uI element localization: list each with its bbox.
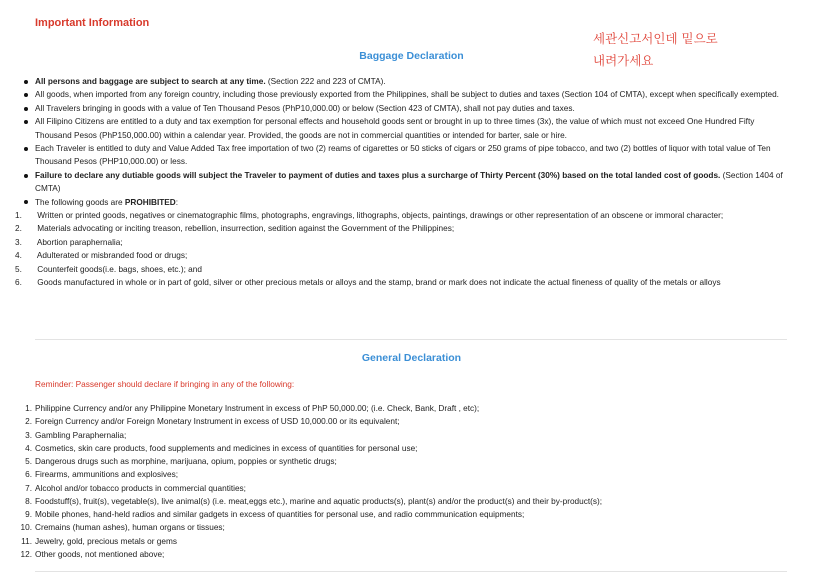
item-text: Gambling Paraphernalia; — [35, 430, 127, 440]
baggage-rule — [35, 75, 787, 88]
prohibited-item — [15, 249, 787, 262]
item-text: Firearms, ammunitions and explosives; — [35, 470, 179, 480]
baggage-rule — [35, 88, 787, 101]
rule-text: The following goods are — [35, 197, 125, 207]
item-text: Materials advocating or inciting treason, rebellion, insurrection, sedition against the Government of the Philippines; — [37, 224, 455, 234]
item-text: Other goods, not mentioned above; — [35, 549, 165, 559]
item-number: 9. — [25, 510, 32, 519]
declarable-item — [25, 508, 795, 521]
rule-bold-text: Failure to declare any dutiable goods will subject the Traveler to payment of duties and taxes plus a surcharge of Thirty Percent (30%) based on the total landed cost of goods. — [35, 170, 721, 180]
declarable-item — [25, 495, 795, 508]
baggage-declaration-heading: Baggage Declaration — [359, 50, 464, 62]
rule-text: : — [175, 197, 179, 207]
item-number: 4. — [15, 251, 22, 261]
prohibited-item — [15, 222, 787, 235]
item-number: 7. — [25, 483, 32, 493]
declarable-item — [25, 455, 795, 468]
item-number: 4. — [25, 443, 32, 453]
baggage-rule — [35, 115, 787, 142]
rule-text: (Section 1404 of CMTA) — [35, 170, 783, 194]
section-divider — [35, 339, 787, 340]
baggage-rule — [35, 102, 787, 115]
declarable-item — [25, 482, 795, 495]
item-text: Philippine Currency and/or any Philippine Monetary Instrument in excess of PhP 50,000.00; (i.e. Check, Bank, Draft , etc); — [35, 404, 480, 413]
item-text: Written or printed goods, negatives or cinematographic films, photographs, engravings, lithographs, objects, paintings, drawings or other representation of an obscene or immoral character; — [37, 211, 724, 221]
rule-text: Each Traveler is entitled to duty and Value Added Tax free importation of two (2) reams of cigarettes or 50 sticks of cigars or 250 grams of pipe tobacco, and two (2) bottles of liquor with total value of Ten Thousand Pesos (PHP10,000.00) or less. — [35, 144, 771, 167]
prohibited-goods-list — [15, 209, 787, 289]
item-number: 11. — [21, 536, 32, 546]
declarable-item — [25, 442, 795, 455]
item-text: Abortion paraphernalia; — [36, 237, 123, 247]
baggage-rule-prohibited — [15, 196, 787, 290]
item-text: Goods manufactured in whole or in part of gold, silver or other precious metals or alloys and the stamp, brand or mark does not indicate the actual fineness of quality of the metals or alloys — [37, 278, 721, 288]
declarable-item — [25, 415, 795, 428]
section-divider — [35, 571, 787, 572]
item-number: 8. — [25, 496, 32, 506]
declarable-item — [20, 548, 795, 561]
declarable-item — [25, 468, 795, 481]
item-number: 5. — [15, 264, 22, 274]
item-text: Cosmetics, skin care products, food supplements and medicines in excess of quantities for personal use; — [35, 443, 418, 453]
baggage-rules-list — [15, 75, 787, 290]
general-declaration-heading: General Declaration — [361, 352, 462, 364]
item-text: Jewelry, gold, precious metals or gems — [35, 536, 177, 546]
rule-text: All goods, when imported from any foreign country, including those previously exported from the Philippines, shall be subject to duties and taxes (Section 104 of CMTA), except when specifically exempted. — [35, 90, 779, 100]
prohibited-item — [15, 209, 787, 222]
item-number: 2. — [25, 417, 32, 427]
item-text: Alcohol and/or tobacco products in commercial quantities; — [35, 483, 246, 493]
item-text: Counterfeit goods(i.e. bags, shoes, etc.); and — [37, 264, 202, 274]
item-number: 10. — [20, 523, 32, 533]
item-number: 5. — [25, 457, 32, 466]
rule-text: All Filipino Citizens are entitled to a duty and tax exemption for personal effects and household goods sent or brought in up to three times (3x), the value of which must not exceed One Hundred Fifty Thousand Pesos (PhP150,000.00) within a calendar year. Provided, the goods are not in commercial quantities or intended for barter, sale or hire. — [35, 117, 755, 140]
declarable-item — [25, 429, 795, 442]
item-number: 12. — [20, 549, 32, 559]
declarable-item — [20, 521, 795, 534]
item-text: Adulterated or misbranded food or drugs; — [36, 251, 188, 261]
declarable-item — [25, 402, 795, 415]
item-text: Foreign Currency and/or Foreign Monetary Instrument in excess of USD 10,000.00 or its equivalent; — [35, 417, 400, 427]
item-text: Mobile phones, hand-held radios and similar gadgets in excess of quantities for personal use, and radio commmunication equipments; — [35, 510, 525, 519]
item-text: Dangerous drugs such as morphine, marijuana, opium, poppies or synthetic drugs; — [35, 457, 337, 466]
korean-annotation-note: 세관신고서인데 밑으로 내려가세요 — [593, 31, 718, 68]
item-number: 1. — [25, 404, 32, 413]
prohibited-item — [15, 276, 787, 289]
item-number: 3. — [25, 430, 32, 440]
item-number: 3. — [15, 237, 22, 247]
item-number: 1. — [15, 211, 22, 221]
item-text: Foodstuff(s), fruit(s), vegetable(s), live animal(s) (i.e. meat,eggs etc.), marine and aquatic products(s), plant(s) and/or the product(s) and their by-product(s); — [35, 496, 603, 506]
prohibited-label: PROHIBITED — [124, 197, 176, 207]
rule-text: (Section 222 and 223 of CMTA). — [265, 77, 386, 86]
item-number: 6. — [25, 470, 32, 480]
rule-text: All Travelers bringing in goods with a value of Ten Thousand Pesos (PhP10,000.00) or below (Section 423 of CMTA), shall not pay duties and taxes. — [35, 103, 575, 113]
baggage-rule — [35, 169, 787, 196]
declarable-items-list — [20, 402, 795, 561]
reminder-text: Reminder: Passenger should declare if bringing in any of the following: — [35, 379, 295, 389]
item-number: 6. — [15, 278, 22, 288]
baggage-rule — [35, 142, 787, 169]
prohibited-item — [15, 236, 787, 249]
item-text: Cremains (human ashes), human organs or tissues; — [35, 523, 225, 533]
page-title: Important Information — [35, 17, 150, 29]
rule-bold-text: All persons and baggage are subject to search at any time. — [35, 77, 266, 86]
item-number: 2. — [15, 224, 22, 234]
declarable-item — [21, 535, 795, 548]
prohibited-item — [15, 263, 787, 276]
